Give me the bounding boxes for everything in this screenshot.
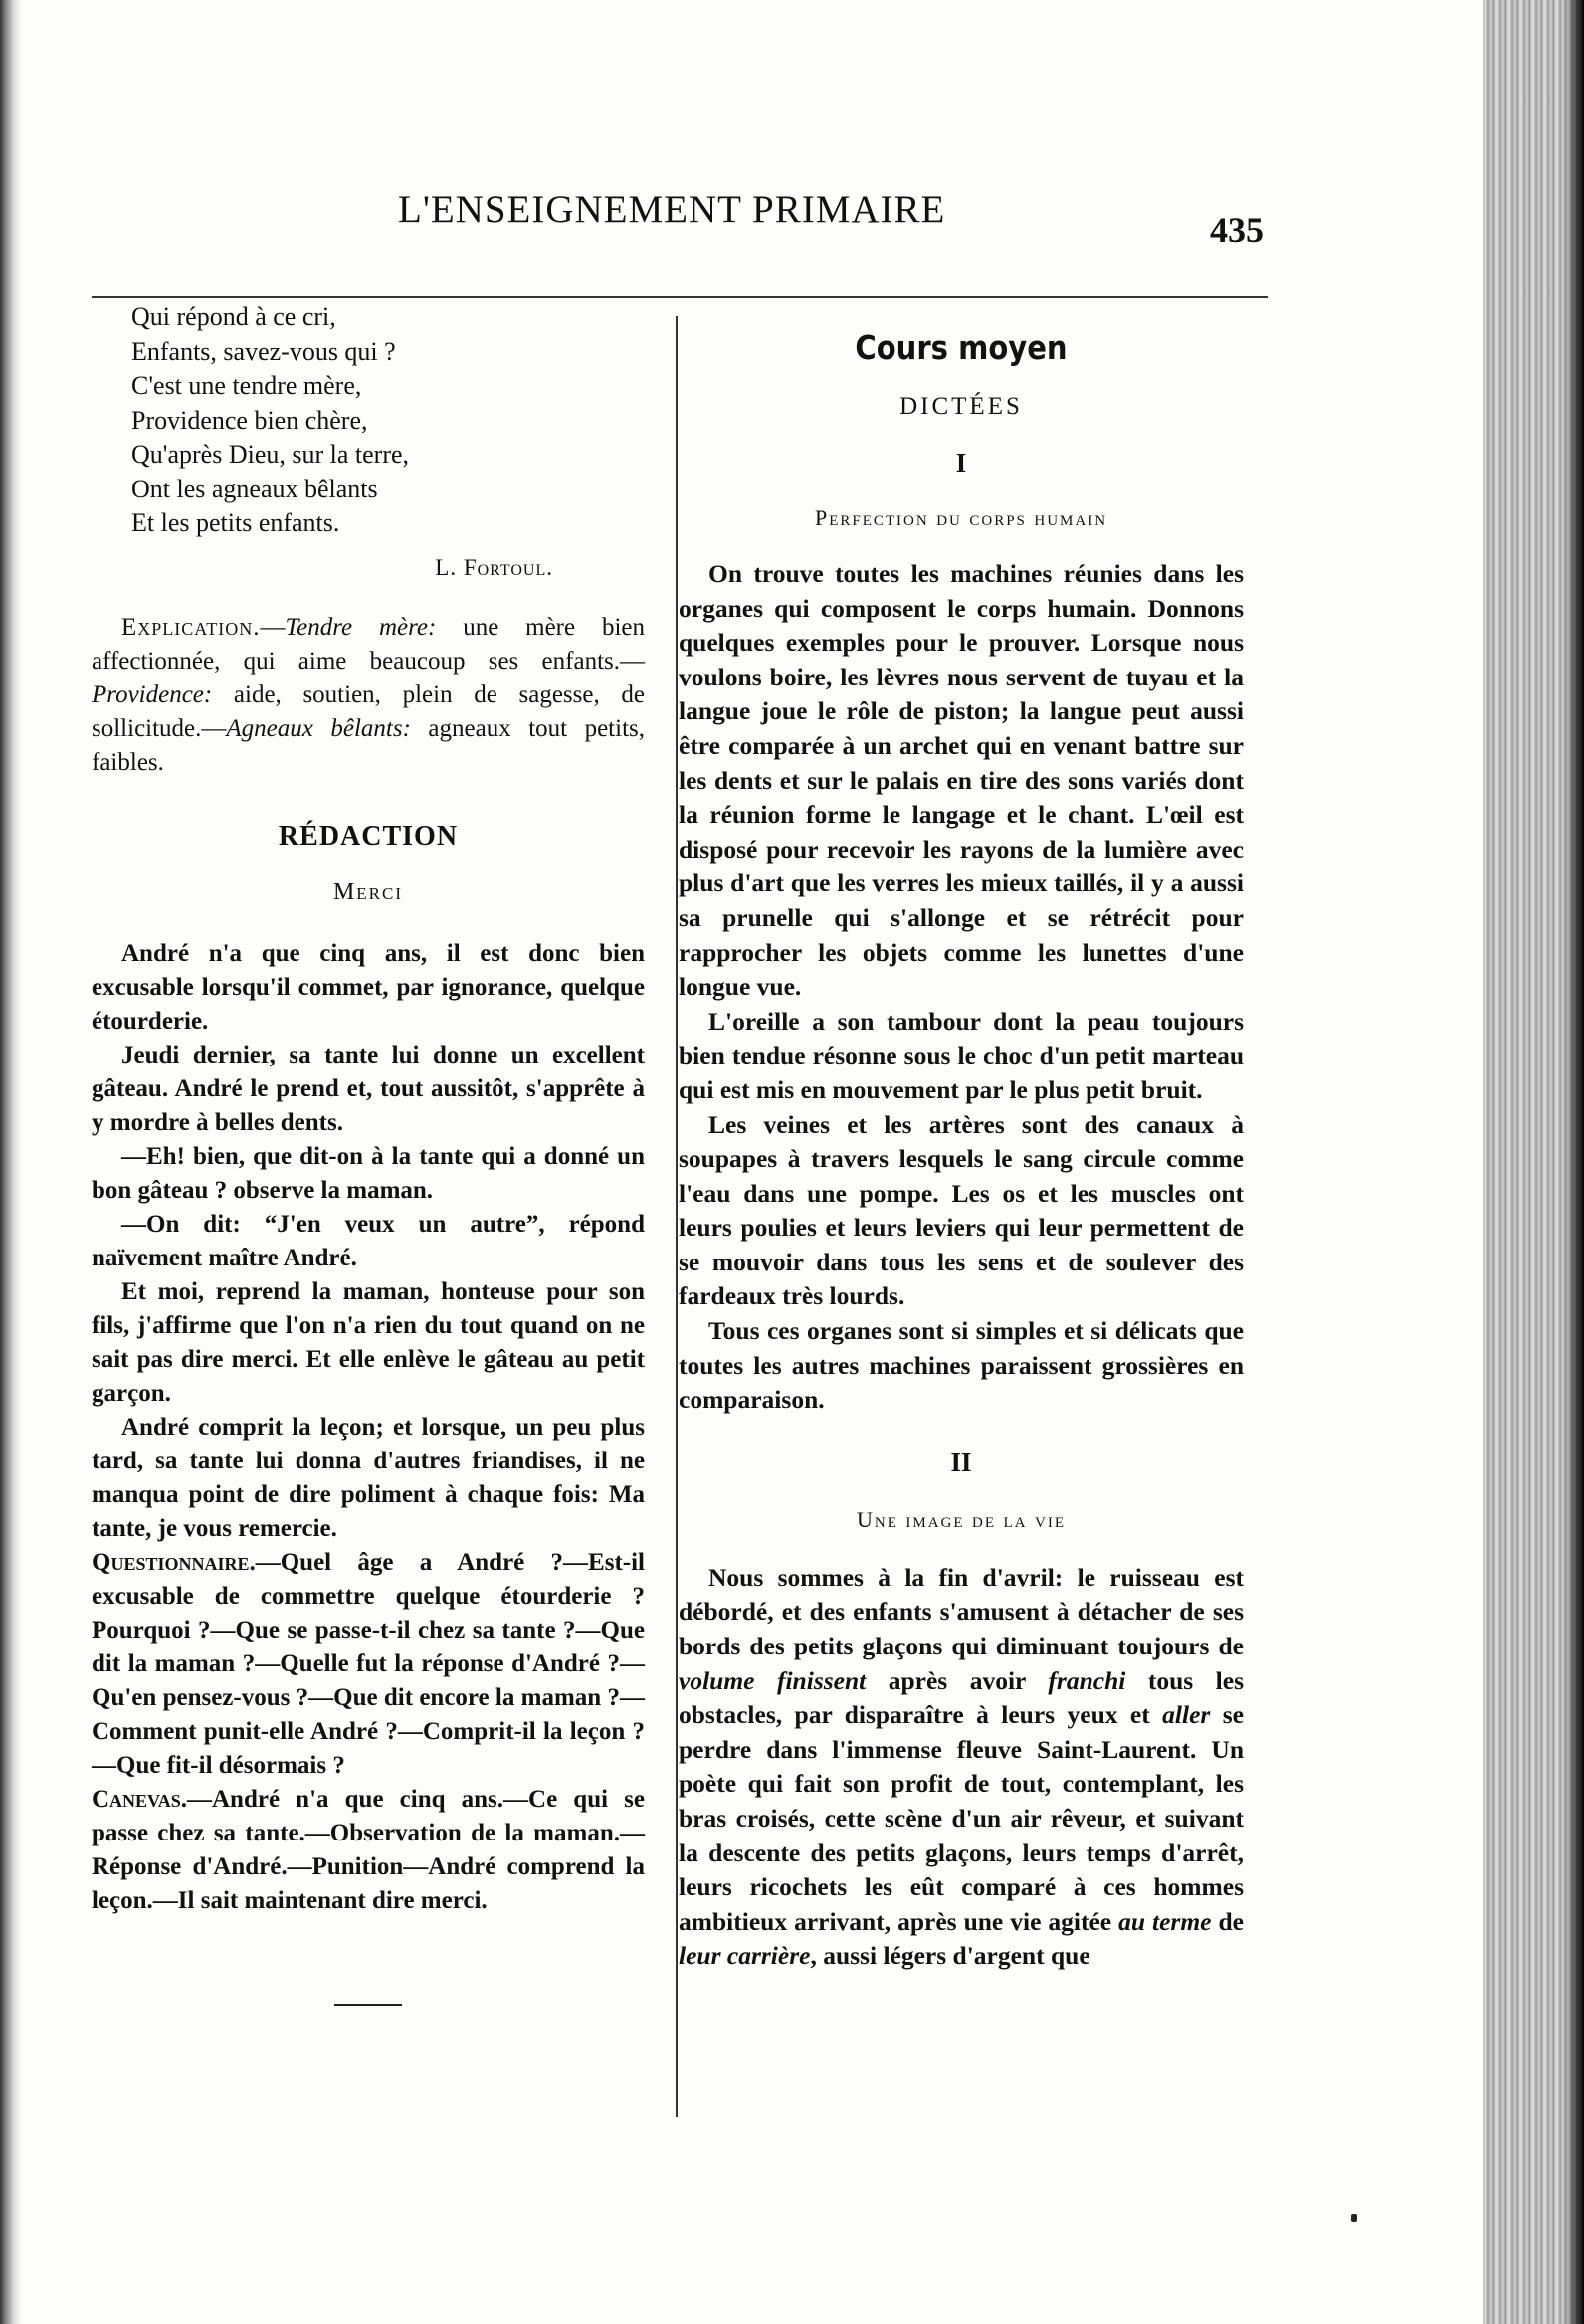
dictee-italic: leur carrière xyxy=(679,1941,811,1971)
article-title: Perfection du corps humain xyxy=(814,505,1108,530)
dictee-paragraph: On trouve toutes les machines réunies dans les organes qui composent le corps humain. Donnons quelques exemples pour le prouver. Lorsque nous voulons boire, les lèvres nous servent de tuyau et la langue joue le rôle de piston; la langue peut aussi être comparée à un archet qui en venant battre sur les dents et sur le palais en tire des sons variés dont la réunion forme le langage et le chant. L'œil est disposé pour recevoir les rayons de la lumière avec plus d'art que les verres les mieux taillés, il y a aussi sa prunelle qui s'allonge et se rétrécit pour rapprocher les objets comme les lunettes d'une longue vue. xyxy=(679,559,1244,1002)
left-column xyxy=(92,300,645,2006)
story-paragraph: —Eh! bien, que dit-on à la tante qui a donné un bon gâteau ? observe la maman. xyxy=(92,1142,645,1204)
poem xyxy=(131,300,645,541)
poem-line: Enfants, savez-vous qui ? xyxy=(131,336,396,366)
story-paragraph: André n'a que cinq ans, il est donc bien excusable lorsqu'il commet, par ignorance, quelque étourderie. xyxy=(92,939,645,1035)
canevas-text: —André n'a que cinq ans.—Ce qui se passe chez sa tante.—Observation de la maman.—Réponse d'André.—Punition—André comprend la leçon.—Il sait maintenant dire merci. xyxy=(92,1785,645,1914)
merci-heading: Merci xyxy=(332,878,404,905)
story-paragraph: —On dit: “J'en veux un autre”, répond naïvement maître André. xyxy=(92,1210,645,1271)
poem-line: Et les petits enfants. xyxy=(131,508,340,537)
dictee-paragraph xyxy=(679,1561,1244,1974)
binding-gutter xyxy=(0,0,22,2324)
right-column xyxy=(679,328,1244,1974)
redaction-heading: RÉDACTION xyxy=(278,820,459,852)
page-number: 435 xyxy=(1210,210,1264,250)
dictees-heading: DICTÉES xyxy=(899,393,1023,420)
redaction-story xyxy=(92,937,645,1918)
running-header-title: L'ENSEIGNEMENT PRIMAIRE xyxy=(398,188,946,231)
explication-text: — xyxy=(260,613,286,641)
questionnaire-label: Questionnaire. xyxy=(92,1548,256,1576)
explication-text: agneaux tout petits, faibles. xyxy=(92,714,646,776)
questionnaire-paragraph xyxy=(92,1546,645,1783)
story-paragraph: André comprit la leçon; et lorsque, un peu plus tard, sa tante lui donna d'autres friandises, il ne manqua point de dire poliment à chaque fois: Ma tante, je vous remercie. xyxy=(92,1413,645,1542)
dictee-paragraph: Les veines et les artères sont des canaux à soupapes à travers lesquels le sang circule comme l'eau dans une pompe. Les os et les muscles ont leurs poulies et leurs leviers qui leur permettent de se mouvoir dans tous les sens et de soulever des fardeaux très lourds. xyxy=(679,1109,1244,1311)
poem-line: Providence bien chère, xyxy=(131,405,368,435)
book-page-edges xyxy=(1483,0,1584,2324)
header-rule xyxy=(92,296,1268,298)
dictee-text xyxy=(679,557,1244,1418)
explication-text: une mère bien affectionnée, qui aime beaucoup ses enfants.— xyxy=(92,613,645,675)
article-title: Une image de la vie xyxy=(856,1506,1067,1532)
explication-term: Tendre mère: xyxy=(285,613,437,641)
dictee-paragraph: L'oreille a son tambour dont la peau toujours bien tendue résonne sous le choc d'un petit marteau qui est mis en mouvement par le plus petit bruit. xyxy=(679,1006,1244,1104)
cours-moyen-heading: Cours moyen xyxy=(855,328,1068,367)
dictee-italic: aller xyxy=(1162,1700,1211,1730)
dictee-text-run: de xyxy=(1211,1906,1244,1936)
story-paragraph: Et moi, reprend la maman, honteuse pour son fils, j'affirme que l'on n'a rien du tout quand on ne sait pas dire merci. Et elle enlève le gâteau au petit garçon. xyxy=(92,1277,645,1407)
dictee-italic: franchi xyxy=(1048,1665,1126,1695)
explication-paragraph xyxy=(92,611,645,780)
poem-line: Qui répond à ce cri, xyxy=(131,302,336,331)
story-paragraph: Jeudi dernier, sa tante lui donne un excellent gâteau. André le prend et, tout aussitôt, s'apprête à y mordre à belles dents. xyxy=(92,1041,645,1136)
part-numeral: I xyxy=(955,448,967,478)
explication-label: Explication. xyxy=(121,613,261,641)
canevas-label: Canevas. xyxy=(92,1785,187,1813)
poem-line: Ont les agneaux bêlants xyxy=(131,474,378,503)
dictee-text-run: tous les obstacles, par disparaître à leurs yeux et xyxy=(679,1665,1244,1730)
dictee-paragraph: Tous ces organes sont si simples et si délicats que toutes les autres machines paraissent grossières en comparaison. xyxy=(679,1316,1244,1415)
part-numeral: II xyxy=(950,1447,972,1477)
dictee-italic: au terme xyxy=(1118,1906,1212,1936)
explication-text: aide, soutien, plein de sagesse, de sollicitude.— xyxy=(92,680,645,742)
poem-author: L. Fortoul. xyxy=(435,554,553,580)
poem-line: C'est une tendre mère, xyxy=(131,371,362,400)
poem-line: Qu'après Dieu, sur la terre, xyxy=(131,440,410,469)
canevas-paragraph xyxy=(92,1783,645,1918)
questionnaire-text: —Quel âge a André ?—Est-il excusable de commettre quelque étourderie ? Pourquoi ?—Que se passe-t-il chez sa tante ?—Que dit la maman ?—Quelle fut la réponse d'André ?—Qu'en pensez-vous ?—Que dit encore la maman ?—Comment punit-elle André ?—Comprit-il la leçon ?—Que fit-il désormais ? xyxy=(92,1548,645,1779)
end-rule xyxy=(334,2004,402,2006)
dictee-text-run: se perdre dans l'immense fleuve Saint-Laurent. Un poète qui fait son profit de tout, contemplant, les bras croisés, cette scène d'un air rêveur, et suivant la descente des petits glaçons, leurs temps d'arrêt, leurs ricochets les eût comparé à ces hommes ambitieux arrivant, après une vie agitée xyxy=(679,1700,1245,1936)
column-divider xyxy=(676,316,678,2117)
dictee-text-run: Nous sommes à la fin d'avril: le ruisseau est débordé, et des enfants s'amusent à détacher de ses bords des petits glaçons qui diminuant toujours de xyxy=(679,1562,1244,1661)
dictee-text-run: , aussi légers d'argent que xyxy=(810,1941,1090,1971)
dictee-italic: volume finissent xyxy=(679,1665,867,1695)
explication-term: Agneaux bêlants: xyxy=(226,714,411,742)
explication-term: Providence: xyxy=(92,680,213,708)
ink-speck xyxy=(1351,2214,1357,2222)
dictee-text-run: après avoir xyxy=(866,1665,1049,1695)
